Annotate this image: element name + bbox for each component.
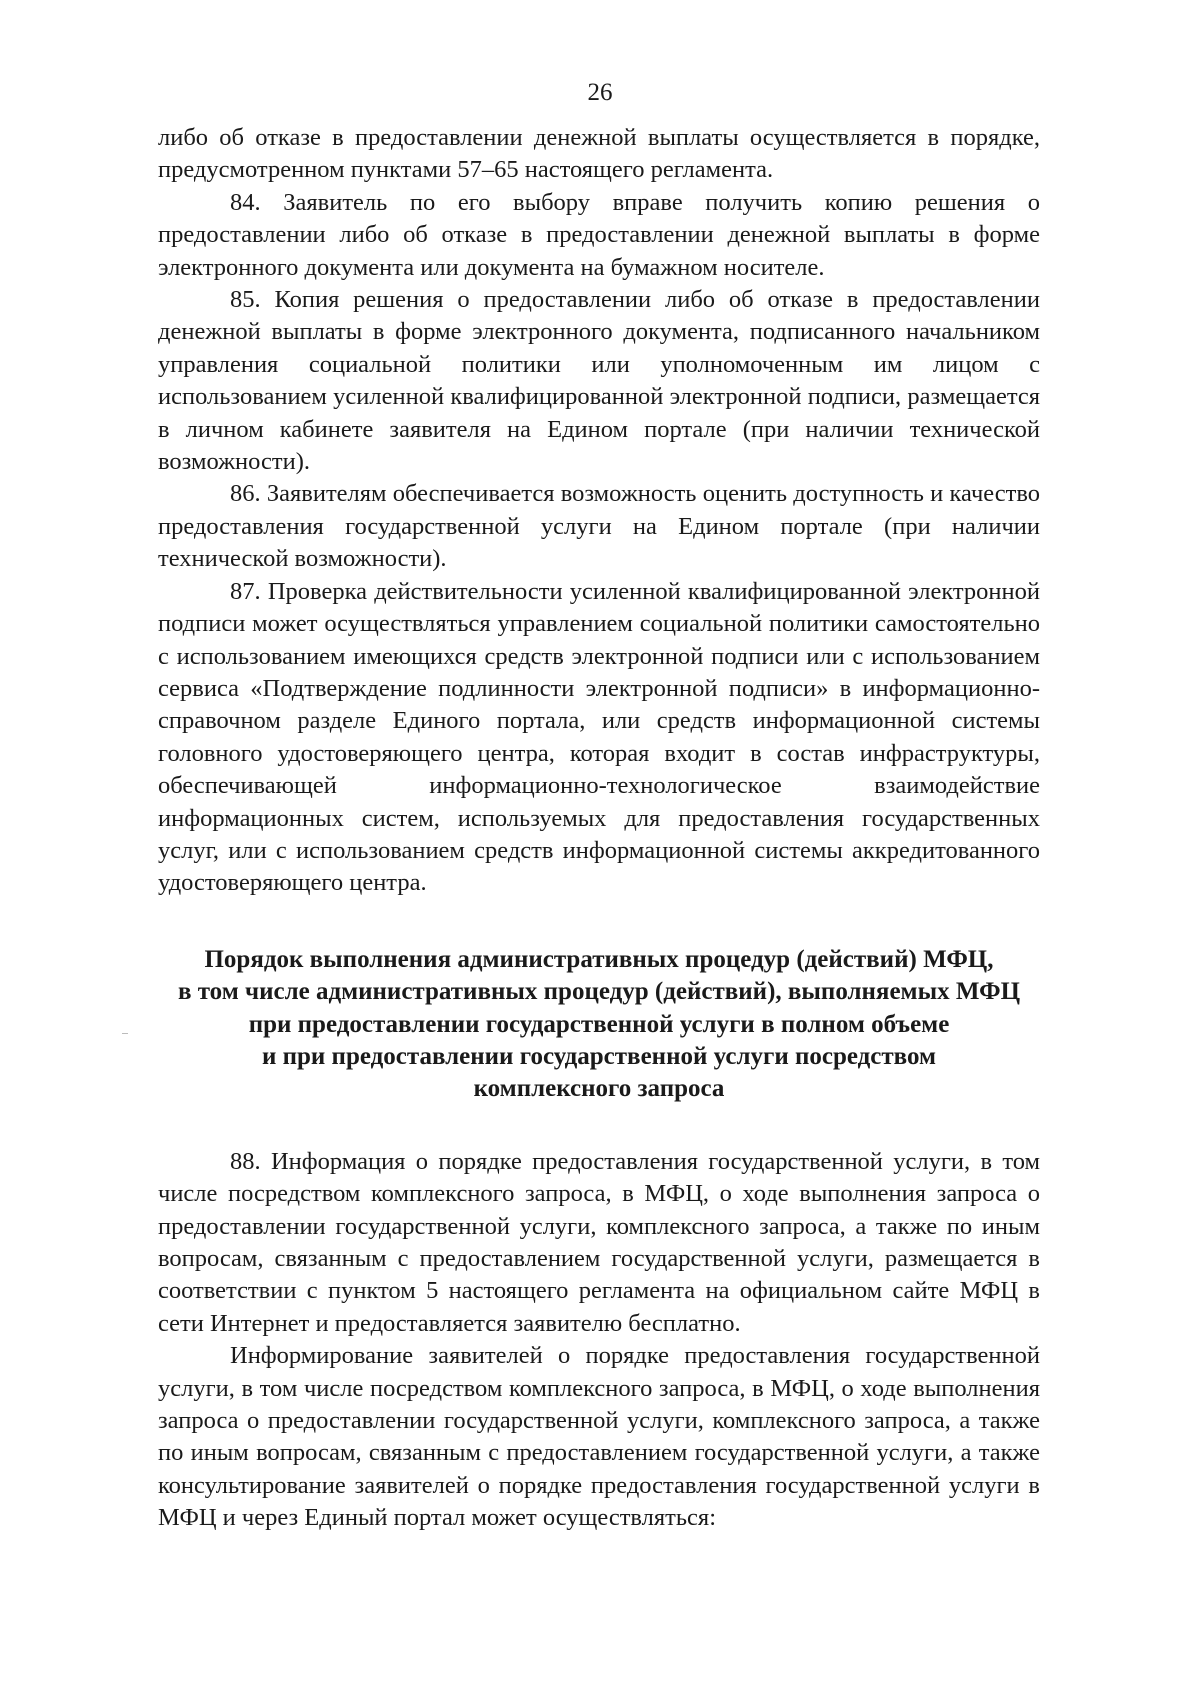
section-heading-line: и при предоставлении государственной услуги посредством [261, 1042, 937, 1070]
paragraph-88: 88. Информация о порядке предоставления государственной услуги, в том числе посредством комплексного запроса, в МФЦ, о ходе выполнения запроса о предоставлении государственной услуги, комплексного запроса, а также по иным вопросам, связанным с предоставлением государственной услуги, размещается в соответствии с пунктом 5 настоящего регламента на официальном сайте МФЦ в сети Интернет и предоставляется заявителю бесплатно. [158, 1147, 1040, 1337]
paragraph-continuation: либо об отказе в предоставлении денежной выплаты осуществляется в порядке, предусмотренном пунктами 57–65 настоящего регламента. [158, 124, 1040, 184]
paragraph-86: 86. Заявителям обеспечивается возможность оценить доступность и качество предоставления государственной услуги на Едином портале (при наличии технической возможности). [158, 480, 1040, 573]
section-heading [158, 944, 1040, 1106]
section-heading-line: при предоставлении государственной услуги в полном объеме [248, 1010, 950, 1038]
document-body [158, 122, 1040, 1535]
paragraph-84: 84. Заявитель по его выбору вправе получить копию решения о предоставлении либо об отказе в предоставлении денежной выплаты в форме электронного документа или документа на бумажном носителе. [158, 188, 1040, 281]
scan-margin-mark [122, 1033, 128, 1034]
paragraph-85: 85. Копия решения о предоставлении либо об отказе в предоставлении денежной выплаты в форме электронного документа, подписанного начальником управления социальной политики или уполномоченным им лицом с использованием усиленной квалифицированной электронной подписи, размещается в личном кабинете заявителя на Едином портале (при наличии технической возможности). [158, 286, 1040, 476]
page-number: 26 [587, 79, 613, 106]
paragraph-87: 87. Проверка действительности усиленной квалифицированной электронной подписи может осуществляться управлением социальной политики самостоятельно с использованием имеющихся средств электронной подписи или с использованием сервиса «Подтверждение подлинности электронной подписи» в информационно-справочном разделе Единого портала, или средств информационной системы головного удостоверяющего центра, которая входит в состав инфраструктуры, обеспечивающей информационно-технологическое взаимодействие информационных систем, используемых для предоставления государственных услуг, или с использованием средств информационной системы аккредитованного удостоверяющего центра. [158, 577, 1040, 897]
section-heading-line: комплексного запроса [473, 1075, 725, 1103]
section-heading-line: Порядок выполнения административных процедур (действий) МФЦ, [204, 945, 994, 973]
paragraph-informing: Информирование заявителей о порядке предоставления государственной услуги, в том числе посредством комплексного запроса, в МФЦ, о ходе выполнения запроса о предоставлении государственной услуги, комплексного запроса, а также по иным вопросам, связанным с предоставлением государственной услуги, а также консультирование заявителей о порядке предоставления государственной услуги в МФЦ и через Единый портал может осуществляться: [158, 1342, 1040, 1532]
section-heading-line: в том числе административных процедур (действий), выполняемых МФЦ [177, 978, 1021, 1006]
